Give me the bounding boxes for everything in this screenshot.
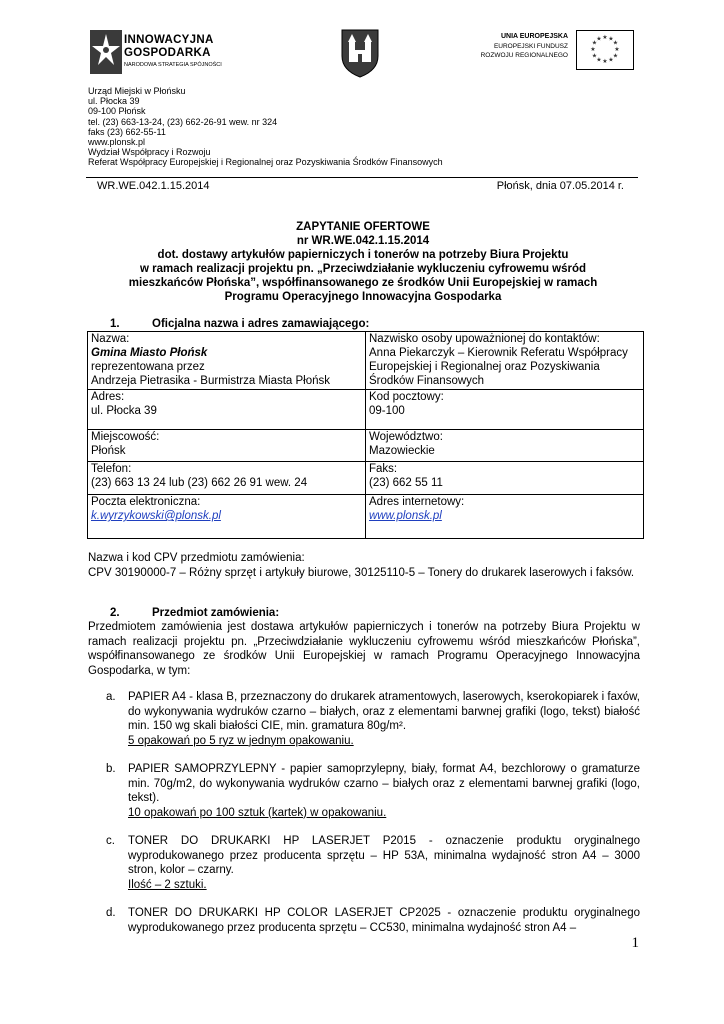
table-row — [88, 390, 644, 430]
cell-value: (23) 662 55 11 — [369, 477, 443, 489]
cell-label: Faks: — [369, 463, 398, 475]
cell-value: (23) 663 13 24 lub (23) 662 26 91 wew. 24 — [91, 477, 308, 489]
cell-label: Nazwa: — [91, 333, 130, 345]
item-quantity: Ilość – 2 sztuki. — [128, 878, 207, 891]
sender-line: ul. Płocka 39 — [88, 96, 140, 107]
svg-text:★: ★ — [596, 35, 602, 43]
table-cell — [88, 332, 366, 390]
svg-text:★: ★ — [608, 56, 614, 64]
table-cell — [366, 495, 644, 539]
item-text: PAPIER SAMOPRZYLEPNY - papier samoprzylepny, biały, format A4, bezchlorowy o gramaturze min. 70g/m2, do wykonywania wydruków czarno – białych oraz z elementami barwnej grafiki (logo, tekst). — [128, 763, 640, 804]
document-date: Płońsk, dnia 07.05.2014 r. — [496, 180, 624, 192]
title-line: ZAPYTANIE OFERTOWE — [296, 221, 430, 233]
svg-text:★: ★ — [602, 34, 608, 41]
item-marker: d. — [106, 907, 116, 919]
list-item — [106, 906, 640, 935]
eu-flag-icon — [576, 30, 634, 70]
item-marker: a. — [106, 691, 116, 703]
innowacyjna-gospodarka-logo — [90, 30, 230, 78]
table-cell — [366, 462, 644, 495]
cpv-block — [88, 551, 640, 580]
cell-label: Adres internetowy: — [369, 496, 465, 508]
section-title: Przedmiot zamówienia: — [152, 607, 280, 619]
document-title — [88, 220, 638, 304]
cell-label: Poczta elektroniczna: — [91, 496, 201, 508]
eu-logo-line2: EUROPEJSKI FUNDUSZ — [493, 43, 568, 50]
ig-star-icon — [90, 30, 122, 74]
list-item — [106, 834, 640, 892]
item-text: TONER DO DRUKARKI HP LASERJET P2015 - oznaczenie produktu oryginalnego wyprodukowanego przez producenta sprzętu – HP 53A, minimalna wydajność stron A4 – 3000 stron, kolor – czarny. — [128, 835, 640, 876]
svg-text:★: ★ — [614, 46, 620, 53]
reference-number: WR.WE.042.1.15.2014 — [97, 180, 210, 192]
list-item — [106, 762, 640, 820]
cell-value: Mazowieckie — [369, 445, 435, 457]
cell-label: Telefon: — [91, 463, 132, 475]
cell-label: Adres: — [91, 391, 125, 403]
ig-logo-line2: GOSPODARKA — [124, 47, 211, 59]
sender-line: 09-100 Płońsk — [88, 106, 146, 117]
cell-value: Andrzeja Pietrasika - Burmistrza Miasta Płońsk — [91, 375, 331, 387]
title-line: dot. dostawy artykułów papierniczych i tonerów na potrzeby Biura Projektu — [157, 249, 569, 261]
eu-logo-line3: ROZWOJU REGIONALNEGO — [480, 52, 568, 59]
sender-line: Wydział Współpracy i Rozwoju — [88, 147, 211, 158]
title-line: Programu Operacyjnego Innowacyjna Gospodarka — [224, 291, 502, 303]
title-line: mieszkańców Płońska”, współfinansowanego ze środków Unii Europejskiej w ramach — [128, 277, 598, 289]
section-title: Oficjalna nazwa i adres zamawiającego: — [152, 318, 370, 330]
item-marker: b. — [106, 763, 116, 775]
item-text: TONER DO DRUKARKI HP COLOR LASERJET CP2025 - oznaczenie produktu oryginalnego wyprodukowanego przez producenta sprzętu – CC530, minimalna wydajność stron A4 – — [128, 907, 640, 934]
svg-text:★: ★ — [612, 52, 619, 60]
table-cell — [366, 332, 644, 390]
sender-line: tel. (23) 663-13-24, (23) 662-26-91 wew. nr 324 — [88, 116, 278, 127]
table-row — [88, 430, 644, 462]
item-quantity: 10 opakowań po 100 sztuk (kartek) w opakowaniu. — [128, 806, 387, 819]
svg-text:★: ★ — [608, 35, 614, 43]
table-cell — [366, 430, 644, 462]
cpv-text: CPV 30190000-7 – Różny sprzęt i artykuły biurowe, 30125110-5 – Tonery do drukarek laserowych i faksów. — [88, 566, 635, 579]
ig-logo-line3: NARODOWA STRATEGIA SPÓJNOŚCI — [124, 62, 222, 68]
table-row — [88, 332, 644, 390]
cell-value: 09-100 — [369, 405, 405, 417]
page-number: 1 — [631, 935, 639, 951]
table-row — [88, 462, 644, 495]
table-cell — [88, 390, 366, 430]
table-cell — [88, 462, 366, 495]
item-quantity: 5 opakowań po 5 ryz w jednym opakowaniu. — [128, 734, 354, 747]
email-link[interactable]: k.wyrzykowski@plonsk.pl — [91, 510, 221, 522]
eu-fund-logo — [476, 30, 634, 72]
cell-value: ul. Płocka 39 — [91, 405, 157, 417]
plonsk-coat-of-arms-icon — [340, 28, 380, 78]
title-line: nr WR.WE.042.1.15.2014 — [296, 235, 430, 247]
order-items-list — [106, 690, 640, 949]
contracting-authority-table — [87, 331, 644, 539]
svg-text:★: ★ — [612, 39, 619, 47]
svg-text:★: ★ — [602, 58, 608, 65]
table-cell — [88, 495, 366, 539]
website-link[interactable]: www.plonsk.pl — [369, 510, 442, 522]
item-marker: c. — [106, 835, 115, 847]
svg-text:★: ★ — [590, 46, 596, 53]
table-row — [88, 495, 644, 539]
ig-logo-line1: INNOWACYJNA — [124, 34, 214, 46]
sender-line: Urząd Miejski w Płońsku — [88, 86, 186, 96]
section-1-heading — [110, 318, 369, 330]
cell-value: Płońsk — [91, 445, 126, 457]
svg-text:★: ★ — [596, 56, 602, 64]
cell-value: Gmina Miasto Płońsk — [91, 347, 208, 359]
sender-line: Referat Współpracy Europejskiej i Regionalnej oraz Pozyskiwania Środków Finansowych — [88, 157, 443, 168]
cell-label: Nazwisko osoby upoważnionej do kontaktów: — [369, 333, 600, 345]
eu-logo-line1: UNIA EUROPEJSKA — [500, 33, 568, 40]
section-number: 2. — [110, 607, 120, 619]
sender-line: www.plonsk.pl — [88, 137, 146, 148]
cell-value: reprezentowana przez — [91, 361, 205, 373]
svg-text:★: ★ — [591, 52, 598, 60]
header-divider — [86, 177, 638, 178]
cpv-label: Nazwa i kod CPV przedmiotu zamówienia: — [88, 552, 305, 564]
cell-label: Kod pocztowy: — [369, 391, 444, 403]
list-item — [106, 690, 640, 748]
item-text: PAPIER A4 - klasa B, przeznaczony do drukarek atramentowych, laserowych, kserokopiarek i faxów, do wykonywania wydruków czarno – białych, oraz z elementami barwnej grafiki (logo, tekst) białość min. 150 wg skali białości CIE, min. gramatura 80g/m². — [128, 691, 640, 732]
section-2-heading — [110, 607, 279, 619]
svg-text:★: ★ — [591, 39, 598, 47]
table-cell — [366, 390, 644, 430]
sender-address-block — [88, 86, 443, 168]
table-cell — [88, 430, 366, 462]
section-number: 1. — [110, 318, 120, 330]
sender-line: faks (23) 662-55-11 — [88, 126, 166, 137]
cell-label: Województwo: — [369, 431, 443, 443]
cell-value: Anna Piekarczyk – Kierownik Referatu Współpracy Europejskiej i Regionalnej oraz Pozyskiwania Środków Finansowych — [369, 347, 628, 387]
section-2-intro: Przedmiotem zamówienia jest dostawa artykułów papierniczych i tonerów na potrzeby Biura Projektu w ramach realizacji projektu pn. „Przeciwdziałanie wykluczeniu cyfrowemu wśród mieszkańców Płońska”, współfinansowanego ze środków Unii Europejskiej w ramach Programu Operacyjnego Innowacyjna Gospodarka, w tym: — [88, 621, 640, 677]
title-line: w ramach realizacji projektu pn. „Przeciwdziałanie wykluczeniu cyfrowemu wśród — [139, 263, 587, 275]
cell-label: Miejscowość: — [91, 431, 160, 443]
